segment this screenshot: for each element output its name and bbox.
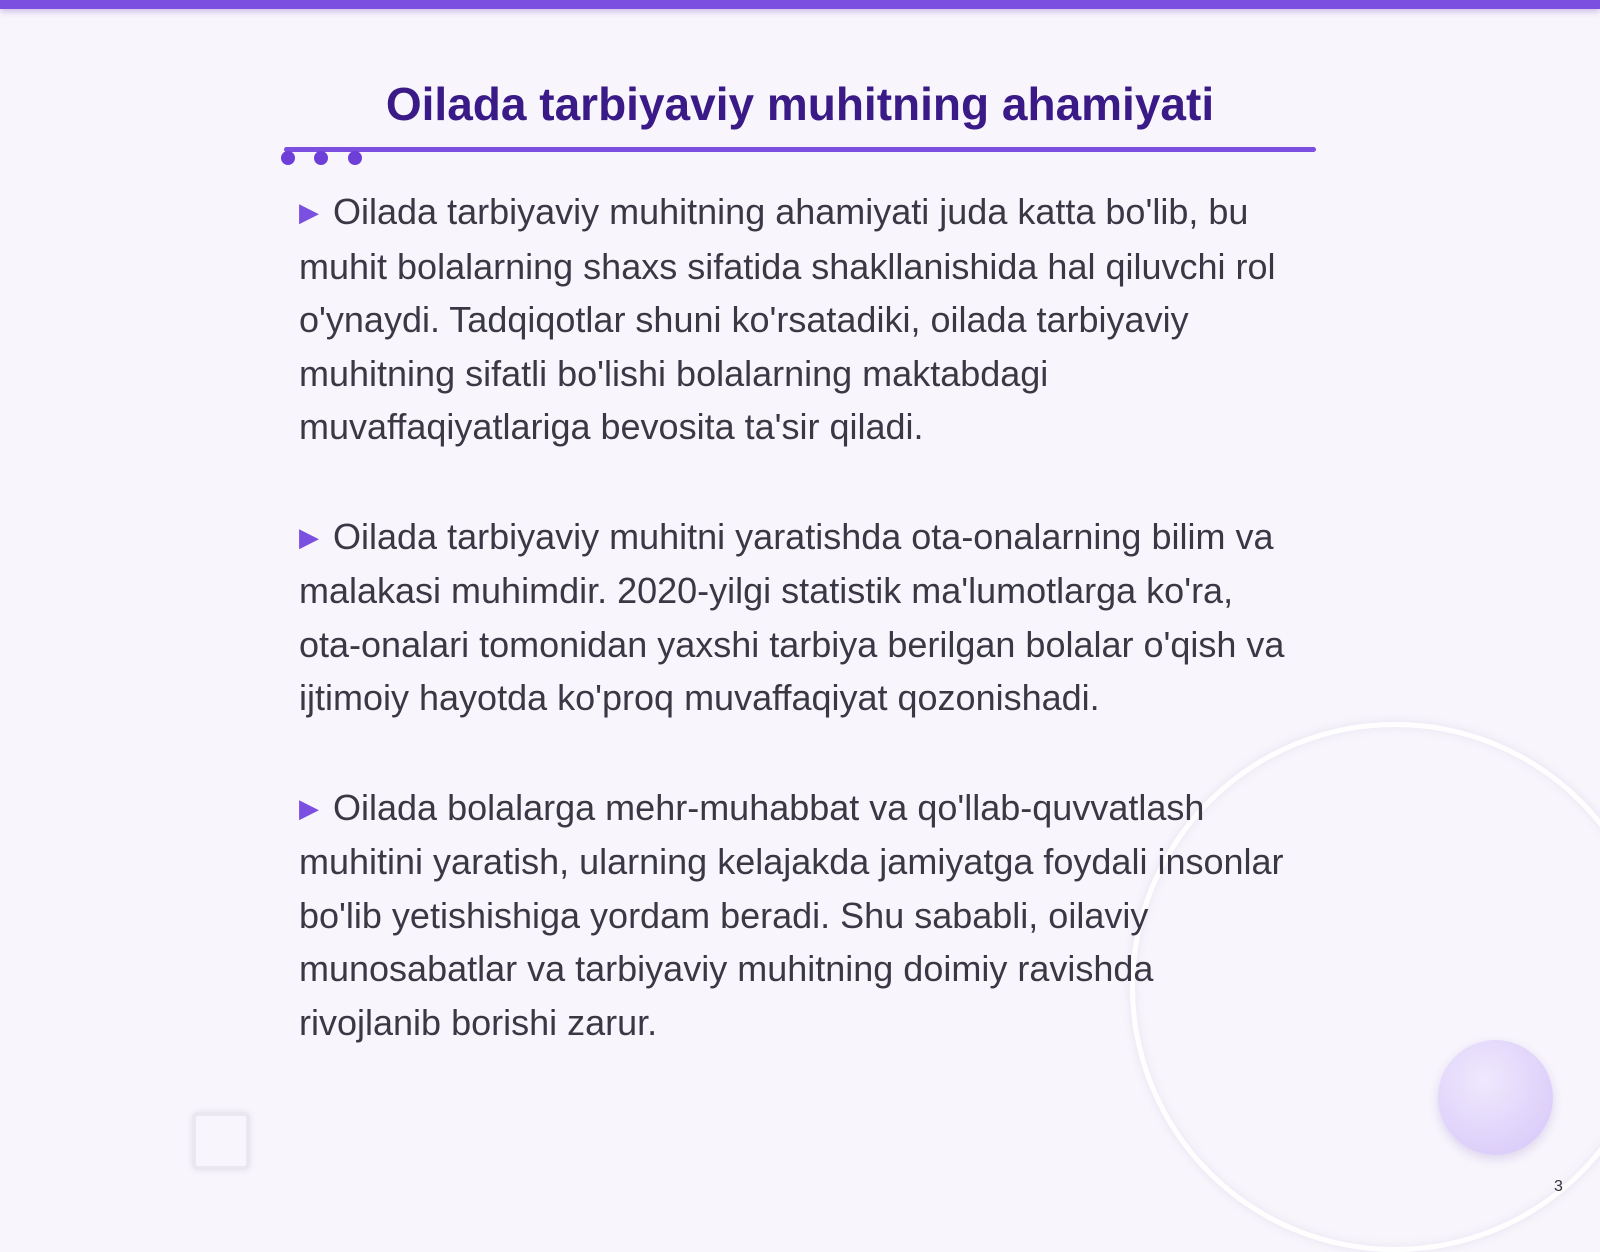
- title-underline: [284, 147, 1316, 152]
- decorative-dot: [348, 151, 362, 165]
- decorative-dot: [281, 151, 295, 165]
- top-accent-bar: [0, 0, 1600, 9]
- bullet-text: Oilada bolalarga mehr-muhabbat va qo'llab-quvvatlash muhitini yaratish, ularning kelajakda jamiyatga foydali insonlar bo'lib yetishishiga yordam beradi. Shu sababli, oilaviy munosabatlar va tarbiyaviy muhitning doimiy ravishda rivojlanib borishi zarur.: [299, 786, 1284, 1043]
- bullet-item: [299, 185, 1289, 454]
- decorative-dot: [314, 151, 328, 165]
- decorative-circle: [1438, 1040, 1553, 1155]
- slide-title: Oilada tarbiyaviy muhitning ahamiyati: [385, 78, 1215, 130]
- bullet-arrow-icon: ▶: [299, 197, 319, 227]
- bullet-text: Oilada tarbiyaviy muhitning ahamiyati juda katta bo'lib, bu muhit bolalarning shaxs sifatida shakllanishida hal qiluvchi rol o'ynaydi. Tadqiqotlar shuni ko'rsatadiki, oilada tarbiyaviy muhitning sifatli bo'lishi bolalarning maktabdagi muvaffaqiyatlariga bevosita ta'sir qiladi.: [299, 191, 1276, 447]
- bullet-arrow-icon: ▶: [299, 792, 319, 823]
- bullet-text: Oilada tarbiyaviy muhitni yaratishda ota-onalarning bilim va malakasi muhimdir. 2020-yilgi statistik ma'lumotlarga ko'ra, ota-onalari tomonidan yaxshi tarbiya berilgan bolalar o'qish va ijtimoiy hayotda ko'proq muvaffaqiyat qozonishadi.: [299, 515, 1285, 718]
- bullet-list: [299, 185, 1289, 1105]
- bullet-arrow-icon: ▶: [299, 521, 319, 552]
- bullet-item: [299, 510, 1289, 725]
- decorative-square: [192, 1112, 250, 1170]
- bullet-item: [299, 781, 1289, 1050]
- page-number: 3: [1554, 1178, 1563, 1195]
